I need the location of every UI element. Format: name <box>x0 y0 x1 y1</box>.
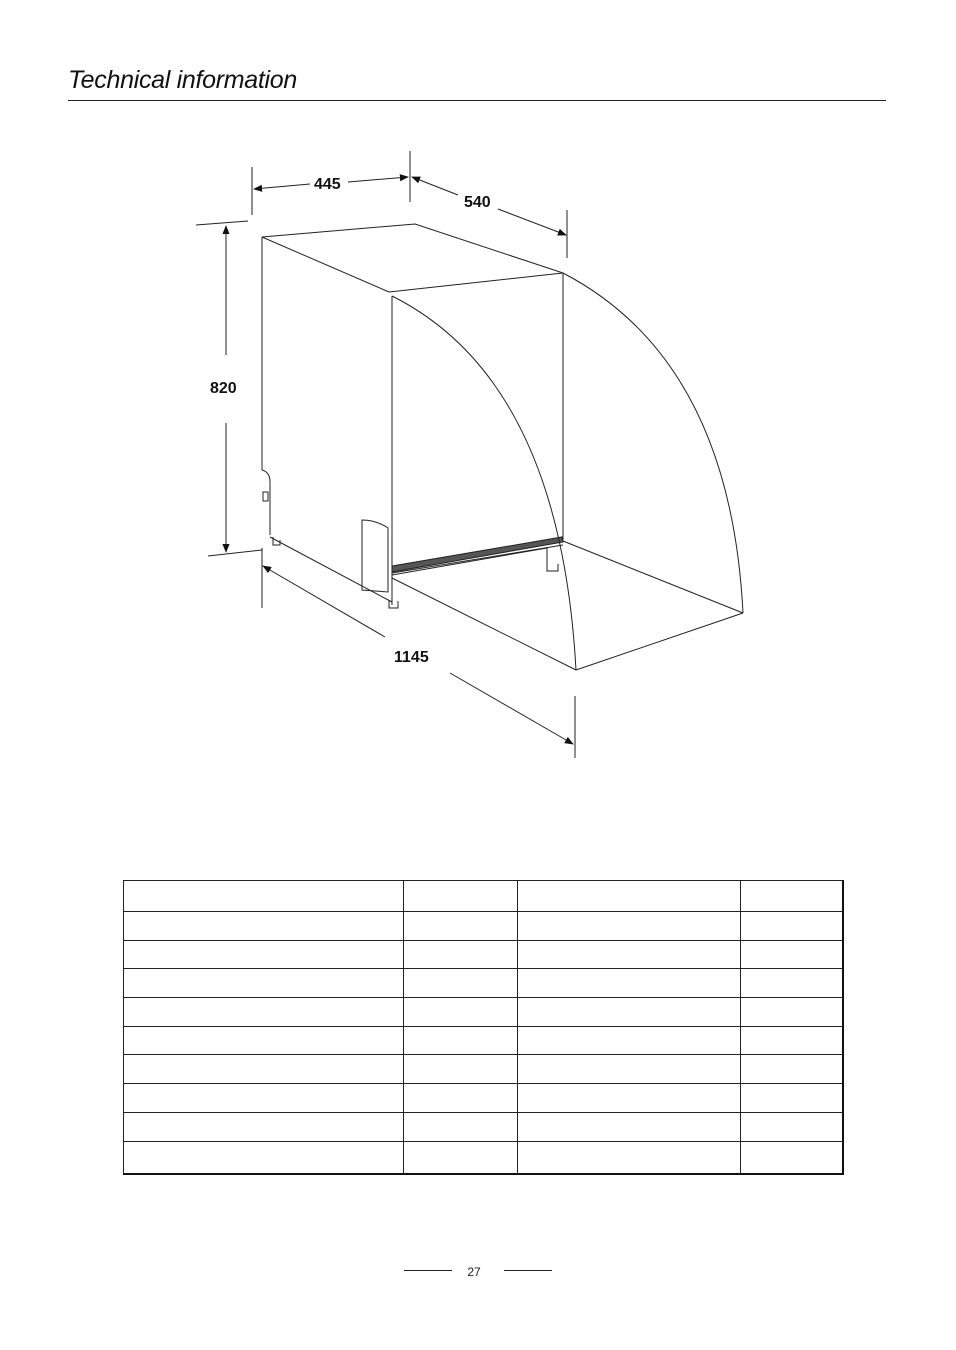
table-cell <box>404 940 518 969</box>
technical-data-table <box>123 880 844 1175</box>
table-cell <box>518 998 741 1027</box>
table-cell <box>518 1084 741 1113</box>
footer-rule-left <box>404 1270 452 1271</box>
table-cell <box>741 1112 843 1141</box>
table-cell <box>518 1026 741 1055</box>
dim-label-depth-door-open: 1145 <box>394 649 429 666</box>
table-row <box>124 912 843 941</box>
table-cell <box>404 912 518 941</box>
table-row <box>124 969 843 998</box>
table-cell <box>404 1055 518 1084</box>
table-cell <box>518 881 741 912</box>
table-cell <box>404 881 518 912</box>
footer-rule-right <box>504 1270 552 1271</box>
dim-label-depth: 540 <box>464 194 491 211</box>
table-row <box>124 940 843 969</box>
page-number: 27 <box>467 1265 481 1279</box>
table-cell <box>404 1112 518 1141</box>
table-cell <box>518 1112 741 1141</box>
table-cell <box>124 1141 404 1174</box>
table-row <box>124 1112 843 1141</box>
dimension-lines <box>196 151 575 758</box>
table-cell <box>124 940 404 969</box>
table-row <box>124 1055 843 1084</box>
table-cell <box>741 969 843 998</box>
table-row <box>124 1084 843 1113</box>
table-cell <box>124 1084 404 1113</box>
table-cell <box>518 940 741 969</box>
table-cell <box>404 1084 518 1113</box>
table-cell <box>518 912 741 941</box>
table-row <box>124 998 843 1027</box>
table-cell <box>404 1026 518 1055</box>
table-cell <box>124 912 404 941</box>
table-cell <box>741 1084 843 1113</box>
table-cell <box>518 1055 741 1084</box>
table-cell <box>741 912 843 941</box>
table-cell <box>124 998 404 1027</box>
table-cell <box>518 969 741 998</box>
table-row <box>124 1026 843 1055</box>
table-cell <box>124 881 404 912</box>
table-cell <box>404 969 518 998</box>
table-cell <box>124 1112 404 1141</box>
appliance-outline <box>262 224 743 670</box>
table-row <box>124 1141 843 1174</box>
table-cell <box>741 998 843 1027</box>
table-cell <box>518 1141 741 1174</box>
dim-label-width: 445 <box>314 176 341 193</box>
table-cell <box>124 969 404 998</box>
table-cell <box>741 881 843 912</box>
table-cell <box>124 1026 404 1055</box>
dim-label-height: 820 <box>210 380 237 397</box>
table-cell <box>741 940 843 969</box>
page-title: Technical information <box>68 66 298 94</box>
table-cell <box>741 1141 843 1174</box>
table-cell <box>404 1141 518 1174</box>
table-cell <box>741 1026 843 1055</box>
table-cell <box>741 1055 843 1084</box>
table-cell <box>404 998 518 1027</box>
table-row <box>124 881 843 912</box>
table-cell <box>124 1055 404 1084</box>
